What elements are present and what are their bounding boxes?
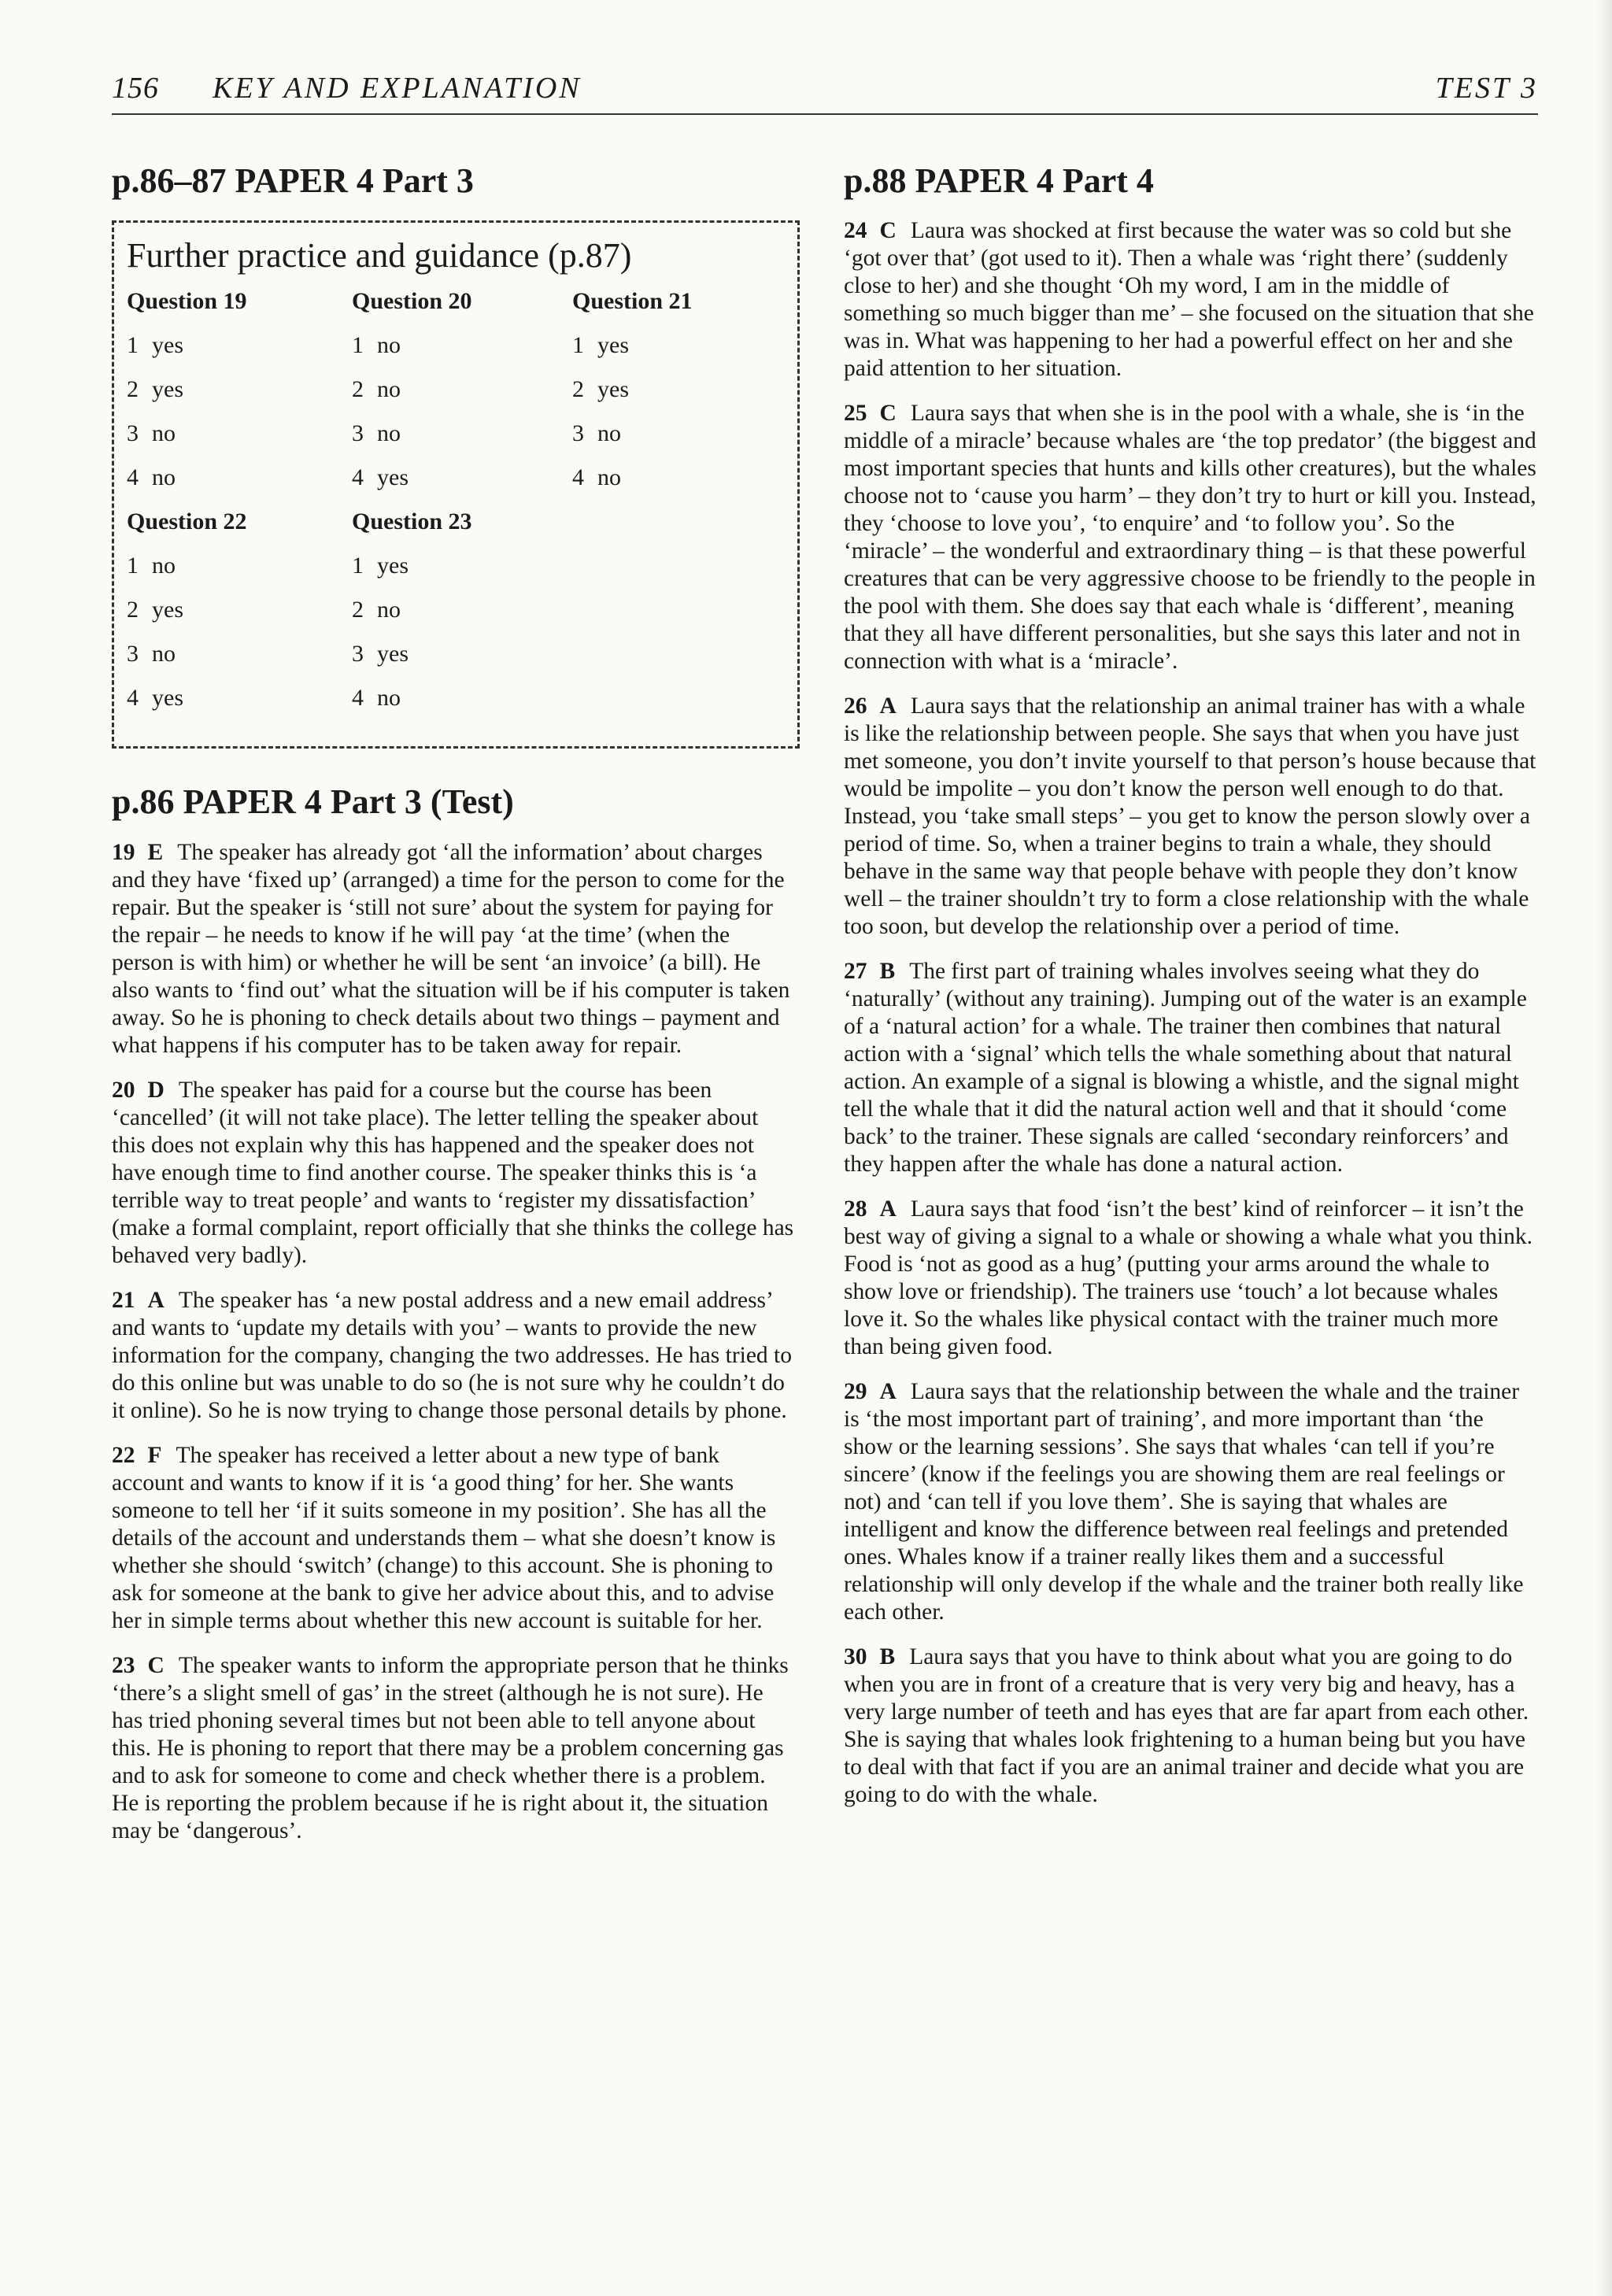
- answer-cell: [572, 378, 761, 422]
- answer-key: C: [879, 401, 897, 427]
- explanation-text: Laura says that the relationship an animal trainer has with a whale is like the relationship between people. She says that when you have just met someone, you don’t invite yourself to that person’s house because that would be impolite – you don’t know the person well enough to do that. Instead, you ‘take small steps’ – you get to know the person slowly over a period of time. So, when a trainer begins to train a whale, they should behave in the same way that people behave with people they don’t know well – the trainer shouldn’t try to form a close relationship with the whale too soon, but develop the relationship over a period of time.: [844, 693, 1536, 940]
- answer-key: A: [147, 1287, 165, 1313]
- answer-key: B: [879, 1644, 896, 1670]
- answer-value: yes: [377, 641, 409, 667]
- explanation-item: [112, 1652, 797, 1845]
- explanation-item: [844, 693, 1536, 941]
- item-number: 25: [844, 401, 867, 427]
- answer-number: 4: [572, 464, 584, 491]
- answer-number: 4: [352, 464, 364, 491]
- item-number: 23: [112, 1652, 135, 1678]
- answer-key: C: [879, 218, 897, 244]
- right-column: [844, 162, 1536, 1826]
- question-heading: Question 21: [572, 288, 693, 315]
- explanation-item: [844, 958, 1536, 1178]
- further-practice-box: [112, 220, 800, 749]
- answer-value: yes: [152, 332, 183, 359]
- item-number: 29: [844, 1379, 867, 1405]
- item-number: 21: [112, 1287, 135, 1313]
- answer-value: no: [152, 641, 176, 667]
- left-column: [112, 162, 797, 1862]
- answer-cell: [352, 642, 572, 686]
- empty-cell: [572, 598, 761, 642]
- explanation-item: [844, 1196, 1536, 1361]
- page-number: 156: [112, 72, 159, 105]
- explanation-text: The speaker has paid for a course but the course has been ‘cancelled’ (it will not take place). The letter telling the speaker about this does not explain why this has happened and the speaker does not have enough time to find another course. The speaker thinks this is ‘a terrible way to treat people’ and wants to ‘register my dissatisfaction’ (make a formal complaint, report officially that she thinks the college has behaved very badly).: [112, 1077, 794, 1268]
- answer-cell: [352, 466, 572, 510]
- answer-key: A: [879, 1379, 897, 1405]
- explanation-item: [112, 839, 797, 1059]
- answer-cell: [572, 422, 761, 466]
- answer-value: yes: [377, 553, 409, 579]
- answer-cell: [352, 686, 572, 730]
- explanation-text: The speaker has ‘a new postal address and a new email address’ and wants to ‘update my details with you’ – wants to provide the new information for the company, changing the two addresses. He has tried to do this online but was unable to do so (he is not sure why he couldn’t do it online). So he is now trying to change those personal details by phone.: [112, 1287, 792, 1423]
- explanation-item: [844, 1378, 1536, 1626]
- explanation-text: Laura says that you have to think about what you are going to do when you are in front of a creature that is very very big and heavy, has a very large number of teeth and has eyes that are far apart from each other. She is saying that whales look frightening to a human being but you have to deal with that fact if you are an animal trainer and decide what you are going to do with the whale.: [844, 1644, 1529, 1808]
- running-title: KEY AND EXPLANATION: [213, 72, 582, 105]
- answer-value: no: [377, 685, 401, 712]
- answer-value: no: [597, 464, 621, 491]
- item-number: 22: [112, 1442, 135, 1468]
- answer-cell: [127, 642, 352, 686]
- answer-cell: [352, 554, 572, 598]
- explanation-item: [112, 1077, 797, 1270]
- explanation-item: [844, 1643, 1536, 1809]
- left-answer-list: [112, 839, 797, 1845]
- explanation-text: Laura was shocked at first because the water was so cold but she ‘got over that’ (got used to it). Then a whale was ‘right there’ (suddenly close to her) and she thought ‘Oh my word, I am in the middle of something so much bigger than me’ – she focused on the situation that she was in. What was happening to her had a powerful effect on her and she paid attention to her situation.: [844, 218, 1534, 382]
- explanation-text: Laura says that when she is in the pool with a whale, she is ‘in the middle of a miracle’ because whales are ‘the top predator’ (the biggest and most important species that hunts and kills other creatures), but the whales choose not to ‘cause you harm’ – they don’t try to hurt or kill you. Instead, they ‘choose to love you’, ‘to enquire’ and ‘to follow you’. So the ‘miracle’ – the wonderful and extraordinary thing – is that these powerful creatures that can be very aggressive choose to be friendly to the people in the pool with them. She does say that each whale is ‘different’, meaning that they all have different personalities, but she says this later and not in connection with what is a ‘miracle’.: [844, 401, 1536, 675]
- answer-value: yes: [152, 376, 183, 403]
- answer-grid: [127, 290, 785, 730]
- answer-number: 2: [127, 376, 139, 403]
- section-title-part3-test: p.86 PAPER 4 Part 3 (Test): [112, 782, 514, 822]
- page-header: [112, 66, 1538, 115]
- answer-cell: [127, 466, 352, 510]
- answer-key: C: [147, 1652, 165, 1678]
- item-number: 26: [844, 693, 867, 719]
- answer-key: D: [147, 1077, 165, 1103]
- answer-value: no: [377, 376, 401, 403]
- question-heading: Question 19: [127, 288, 247, 315]
- answer-value: no: [377, 332, 401, 359]
- right-answer-list: [844, 217, 1536, 1809]
- answer-value: no: [152, 420, 176, 447]
- section-title-part4: p.88 PAPER 4 Part 4: [844, 161, 1154, 200]
- question-heading: Question 22: [127, 508, 247, 535]
- answer-number: 1: [127, 332, 139, 359]
- answer-cell: [127, 378, 352, 422]
- answer-value: yes: [597, 376, 629, 403]
- answer-number: 2: [352, 376, 364, 403]
- question-heading: Question 20: [352, 288, 472, 315]
- answer-number: 2: [352, 597, 364, 623]
- item-number: 19: [112, 839, 135, 865]
- answer-value: yes: [152, 597, 183, 623]
- answer-number: 1: [352, 332, 364, 359]
- box-title: Further practice and guidance (p.87): [127, 236, 632, 275]
- answer-key: A: [879, 693, 897, 719]
- explanation-item: [844, 400, 1536, 675]
- answer-cell: [127, 686, 352, 730]
- answer-key: F: [147, 1442, 162, 1468]
- test-label: TEST 3: [1435, 72, 1538, 105]
- answer-number: 3: [352, 420, 364, 447]
- page-edge-shadow: [1596, 0, 1612, 2296]
- answer-number: 1: [572, 332, 584, 359]
- item-number: 20: [112, 1077, 135, 1103]
- question-heading: Question 23: [352, 508, 472, 535]
- answer-number: 3: [127, 641, 139, 667]
- answer-number: 1: [352, 553, 364, 579]
- answer-value: yes: [597, 332, 629, 359]
- explanation-text: The first part of training whales involves seeing what they do ‘naturally’ (without any training). Jumping out of the water is an example of a ‘natural action’ for a whale. The trainer then combines that natural action with a ‘signal’ which tells the whale something about that natural action. An example of a signal is blowing a whistle, and the signal might tell the whale that it did the natural action well and that it should ‘come back’ to the trainer. These signals are called ‘secondary reinforcers’ and they happen after the whale has done a natural action.: [844, 959, 1527, 1178]
- answer-cell: [352, 334, 572, 378]
- empty-cell: [572, 510, 761, 554]
- answer-cell: [572, 334, 761, 378]
- answer-key: E: [147, 839, 164, 865]
- answer-value: yes: [377, 464, 409, 491]
- answer-value: no: [152, 553, 176, 579]
- empty-cell: [572, 554, 761, 598]
- answer-number: 1: [127, 553, 139, 579]
- answer-number: 3: [572, 420, 584, 447]
- answer-cell: [572, 466, 761, 510]
- explanation-item: [112, 1287, 797, 1425]
- answer-cell: [127, 334, 352, 378]
- answer-key: A: [879, 1196, 897, 1222]
- item-number: 24: [844, 218, 867, 244]
- answer-cell: [127, 554, 352, 598]
- answer-number: 4: [352, 685, 364, 712]
- answer-number: 4: [127, 464, 139, 491]
- answer-value: no: [377, 597, 401, 623]
- answer-number: 4: [127, 685, 139, 712]
- explanation-text: The speaker has received a letter about a new type of bank account and wants to know if it is ‘a good thing’ for her. She wants someone to tell her ‘if it suits someone in my position’. She has all the details of the account and understands them – what she doesn’t know is whether she should ‘switch’ (change) to this account. She is phoning to ask for someone at the bank to give her advice about this, and to advise her in simple terms about whether this new account is suitable for her.: [112, 1442, 776, 1633]
- explanation-text: The speaker wants to inform the appropriate person that he thinks ‘there’s a slight smell of gas’ in the street (although he is not sure). He has tried phoning several times but not been able to tell anyone about this. He is phoning to report that there may be a problem concerning gas and to ask for someone to come and check whether there is a problem. He is reporting the problem because if he is right about it, the situation may be ‘dangerous’.: [112, 1652, 789, 1843]
- explanation-item: [844, 217, 1536, 383]
- item-number: 27: [844, 959, 867, 985]
- answer-key: B: [879, 959, 896, 985]
- empty-cell: [572, 642, 761, 686]
- answer-cell: [127, 422, 352, 466]
- empty-cell: [572, 686, 761, 730]
- answer-value: no: [377, 420, 401, 447]
- answer-number: 3: [127, 420, 139, 447]
- answer-cell: [127, 598, 352, 642]
- answer-cell: [352, 598, 572, 642]
- answer-number: 2: [127, 597, 139, 623]
- section-title-part3: p.86–87 PAPER 4 Part 3: [112, 161, 474, 200]
- explanation-text: Laura says that food ‘isn’t the best’ kind of reinforcer – it isn’t the best way of giving a signal to a whale or showing a whale what you think. Food is ‘not as good as a hug’ (putting your arms around the whale to show love or friendship). The trainers use ‘touch’ a lot because whales love it. So the whales like physical contact with the trainer much more than being given food.: [844, 1196, 1533, 1360]
- answer-cell: [352, 422, 572, 466]
- answer-number: 3: [352, 641, 364, 667]
- answer-value: no: [597, 420, 621, 447]
- item-number: 28: [844, 1196, 867, 1222]
- answer-value: no: [152, 464, 176, 491]
- explanation-text: The speaker has already got ‘all the information’ about charges and they have ‘fixed up’ (arranged) a time for the person to come for the repair. But the speaker is ‘still not sure’ about the system for paying for the repair – he needs to know if he will pay ‘at the time’ (when the person is with him) or whether he will be sent ‘an invoice’ (a bill). He also wants to ‘find out’ what the situation will be if his computer is taken away. So he is phoning to check details about two things – payment and what happens if his computer has to be taken away for repair.: [112, 839, 790, 1058]
- answer-value: yes: [152, 685, 183, 712]
- item-number: 30: [844, 1644, 867, 1670]
- explanation-item: [112, 1442, 797, 1635]
- answer-number: 2: [572, 376, 584, 403]
- explanation-text: Laura says that the relationship between the whale and the trainer is ‘the most important part of training’, and more important than ‘the show or the learning sessions’. She says that whales ‘can tell if you’re sincere’ (know if the feelings you are showing them are real feelings or not) and ‘can tell if you love them’. She is saying that whales are intelligent and know the difference between real feelings and pretended ones. Whales know if a trainer really likes them and a successful relationship will only develop if the whale and the trainer both really like each other.: [844, 1379, 1524, 1625]
- answer-cell: [352, 378, 572, 422]
